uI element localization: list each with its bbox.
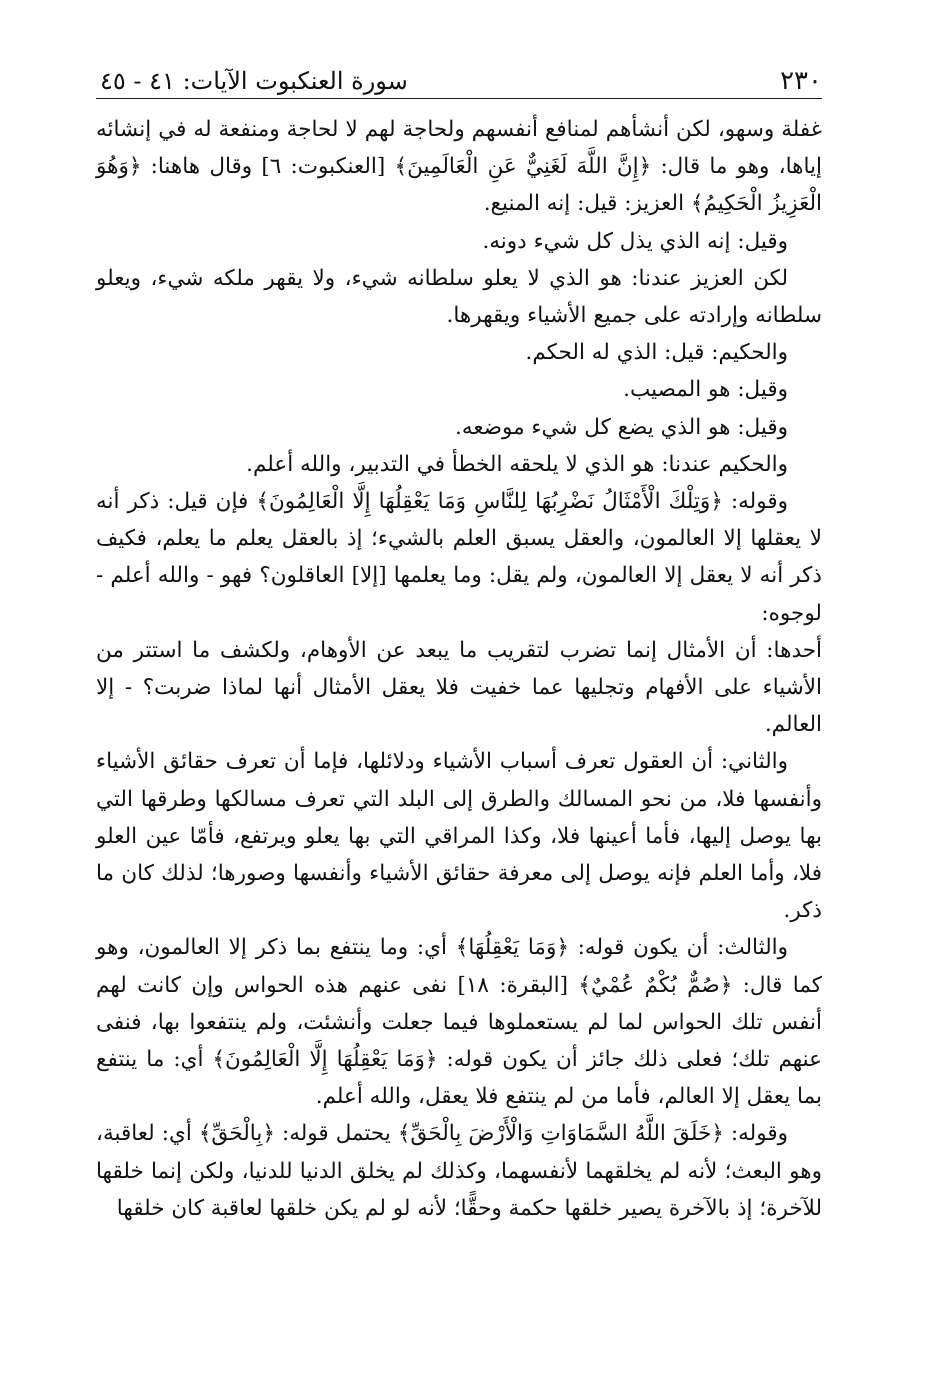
paragraph: أحدها: أن الأمثال إنما تضرب لتقريب ما يبعد عن الأوهام، ولكشف ما استتر من الأشياء على الأفهام وتجليها عما خفيت فلا يعقل الأمثال أنها لماذا ضربت؟ - إلا العالم. (96, 637, 822, 738)
paragraph: والثاني: أن العقول تعرف أسباب الأشياء ودلائلها، فإما أن تعرف حقائق الأشياء وأنفسها فلا، من نحو المسالك والطرق إلى البلد التي تعرف مسالكها وطرقها التي بها يوصل إليها، فأما أعينها فلا، وكذا المراقي التي بها يعلو ويرتفع، فأمّا عين العلو فلا، وأما العلم فإنه يوصل إلى معرفة حقائق الأشياء وأنفسها وصورها؛ لذلك كان ما ذكر. (96, 749, 822, 924)
paragraph: وقوله: ﴿وَتِلْكَ الْأَمْثَالُ نَضْرِبُهَا لِلنَّاسِ وَمَا يَعْقِلُهَا إِلَّا الْعَالِمُونَ﴾ فإن قيل: ذكر أنه لا يعقلها إلا العالمون، والعقل يسبق العلم بالشيء؛ إذ بالعقل يعلم ما يعلم، فكيف ذكر أنه لا يعقل إلا العالمون، ولم يقل: وما يعلمها [إلا] العاقلون؟ فهو - والله أعلم - لوجوه: (96, 489, 822, 626)
page-body (96, 111, 822, 1227)
paragraph: لكن العزيز عندنا: هو الذي لا يعلو سلطانه شيء، ولا يقهر ملكه شيء، ويعلو سلطانه وإرادته على جميع الأشياء ويقهرها. (96, 265, 822, 329)
paragraph: غفلة وسهو، لكن أنشأهم لمنافع أنفسهم ولحاجة لهم لا لحاجة ومنفعة له في إنشائه إياها، وهو ما قال: ﴿إِنَّ اللَّهَ لَغَنِيٌّ عَنِ الْعَالَمِينَ﴾ [العنكبوت: ٦] وقال هاهنا: ﴿وَهُوَ الْعَزِيزُ الْحَكِيمُ﴾ العزيز: قيل: إنه المنيع. (96, 117, 822, 217)
running-title: سورة العنكبوت الآيات: ٤١ - ٤٥ (100, 67, 408, 95)
page-header (96, 62, 822, 98)
paragraph: والحكيم عندنا: هو الذي لا يلحقه الخطأ في التدبير، والله أعلم. (246, 451, 788, 477)
paragraph: وقيل: هو المصيب. (623, 377, 788, 403)
header-rule (96, 98, 822, 99)
paragraph: وقيل: إنه الذي يذل كل شيء دونه. (482, 228, 788, 254)
page-number: ٢٣٠ (780, 66, 822, 96)
paragraph: والثالث: أن يكون قوله: ﴿وَمَا يَعْقِلُهَا﴾ أي: وما ينتفع بما ذكر إلا العالمون، وهو كما قال: ﴿صُمٌّ بُكْمٌ عُمْيٌ﴾ [البقرة: ١٨] نفى عنهم هذه الحواس وإن كانت لهم أنفس تلك الحواس لما لم يستعملوها فيما جعلت وأنشئت، ولم ينتفعوا بها، فنفى عنهم تلك؛ فعلى ذلك جائز أن يكون قوله: ﴿وَمَا يَعْقِلُهَا إِلَّا الْعَالِمُونَ﴾ أي: ما ينتفع بما يعقل إلا العالم، فأما من لم ينتفع فلا يعقل، والله أعلم. (96, 935, 822, 1110)
paragraph: والحكيم: قيل: الذي له الحكم. (525, 340, 788, 366)
paragraph: وقوله: ﴿خَلَقَ اللَّهُ السَّمَاوَاتِ وَالْأَرْضَ بِالْحَقِّ﴾ يحتمل قوله: ﴿بِالْحَقِّ﴾ أي: لعاقبة، وهو البعث؛ لأنه لم يخلقهما لأنفسهما، وكذلك لم يخلق الدنيا للدنيا، ولكن إنما خلقها للآخرة؛ إذ بالآخرة يصير خلقها حكمة وحقًّا؛ لأنه لو لم يكن خلقها لعاقبة كان خلقها (96, 1121, 822, 1221)
paragraph: وقيل: هو الذي يضع كل شيء موضعه. (454, 414, 788, 440)
